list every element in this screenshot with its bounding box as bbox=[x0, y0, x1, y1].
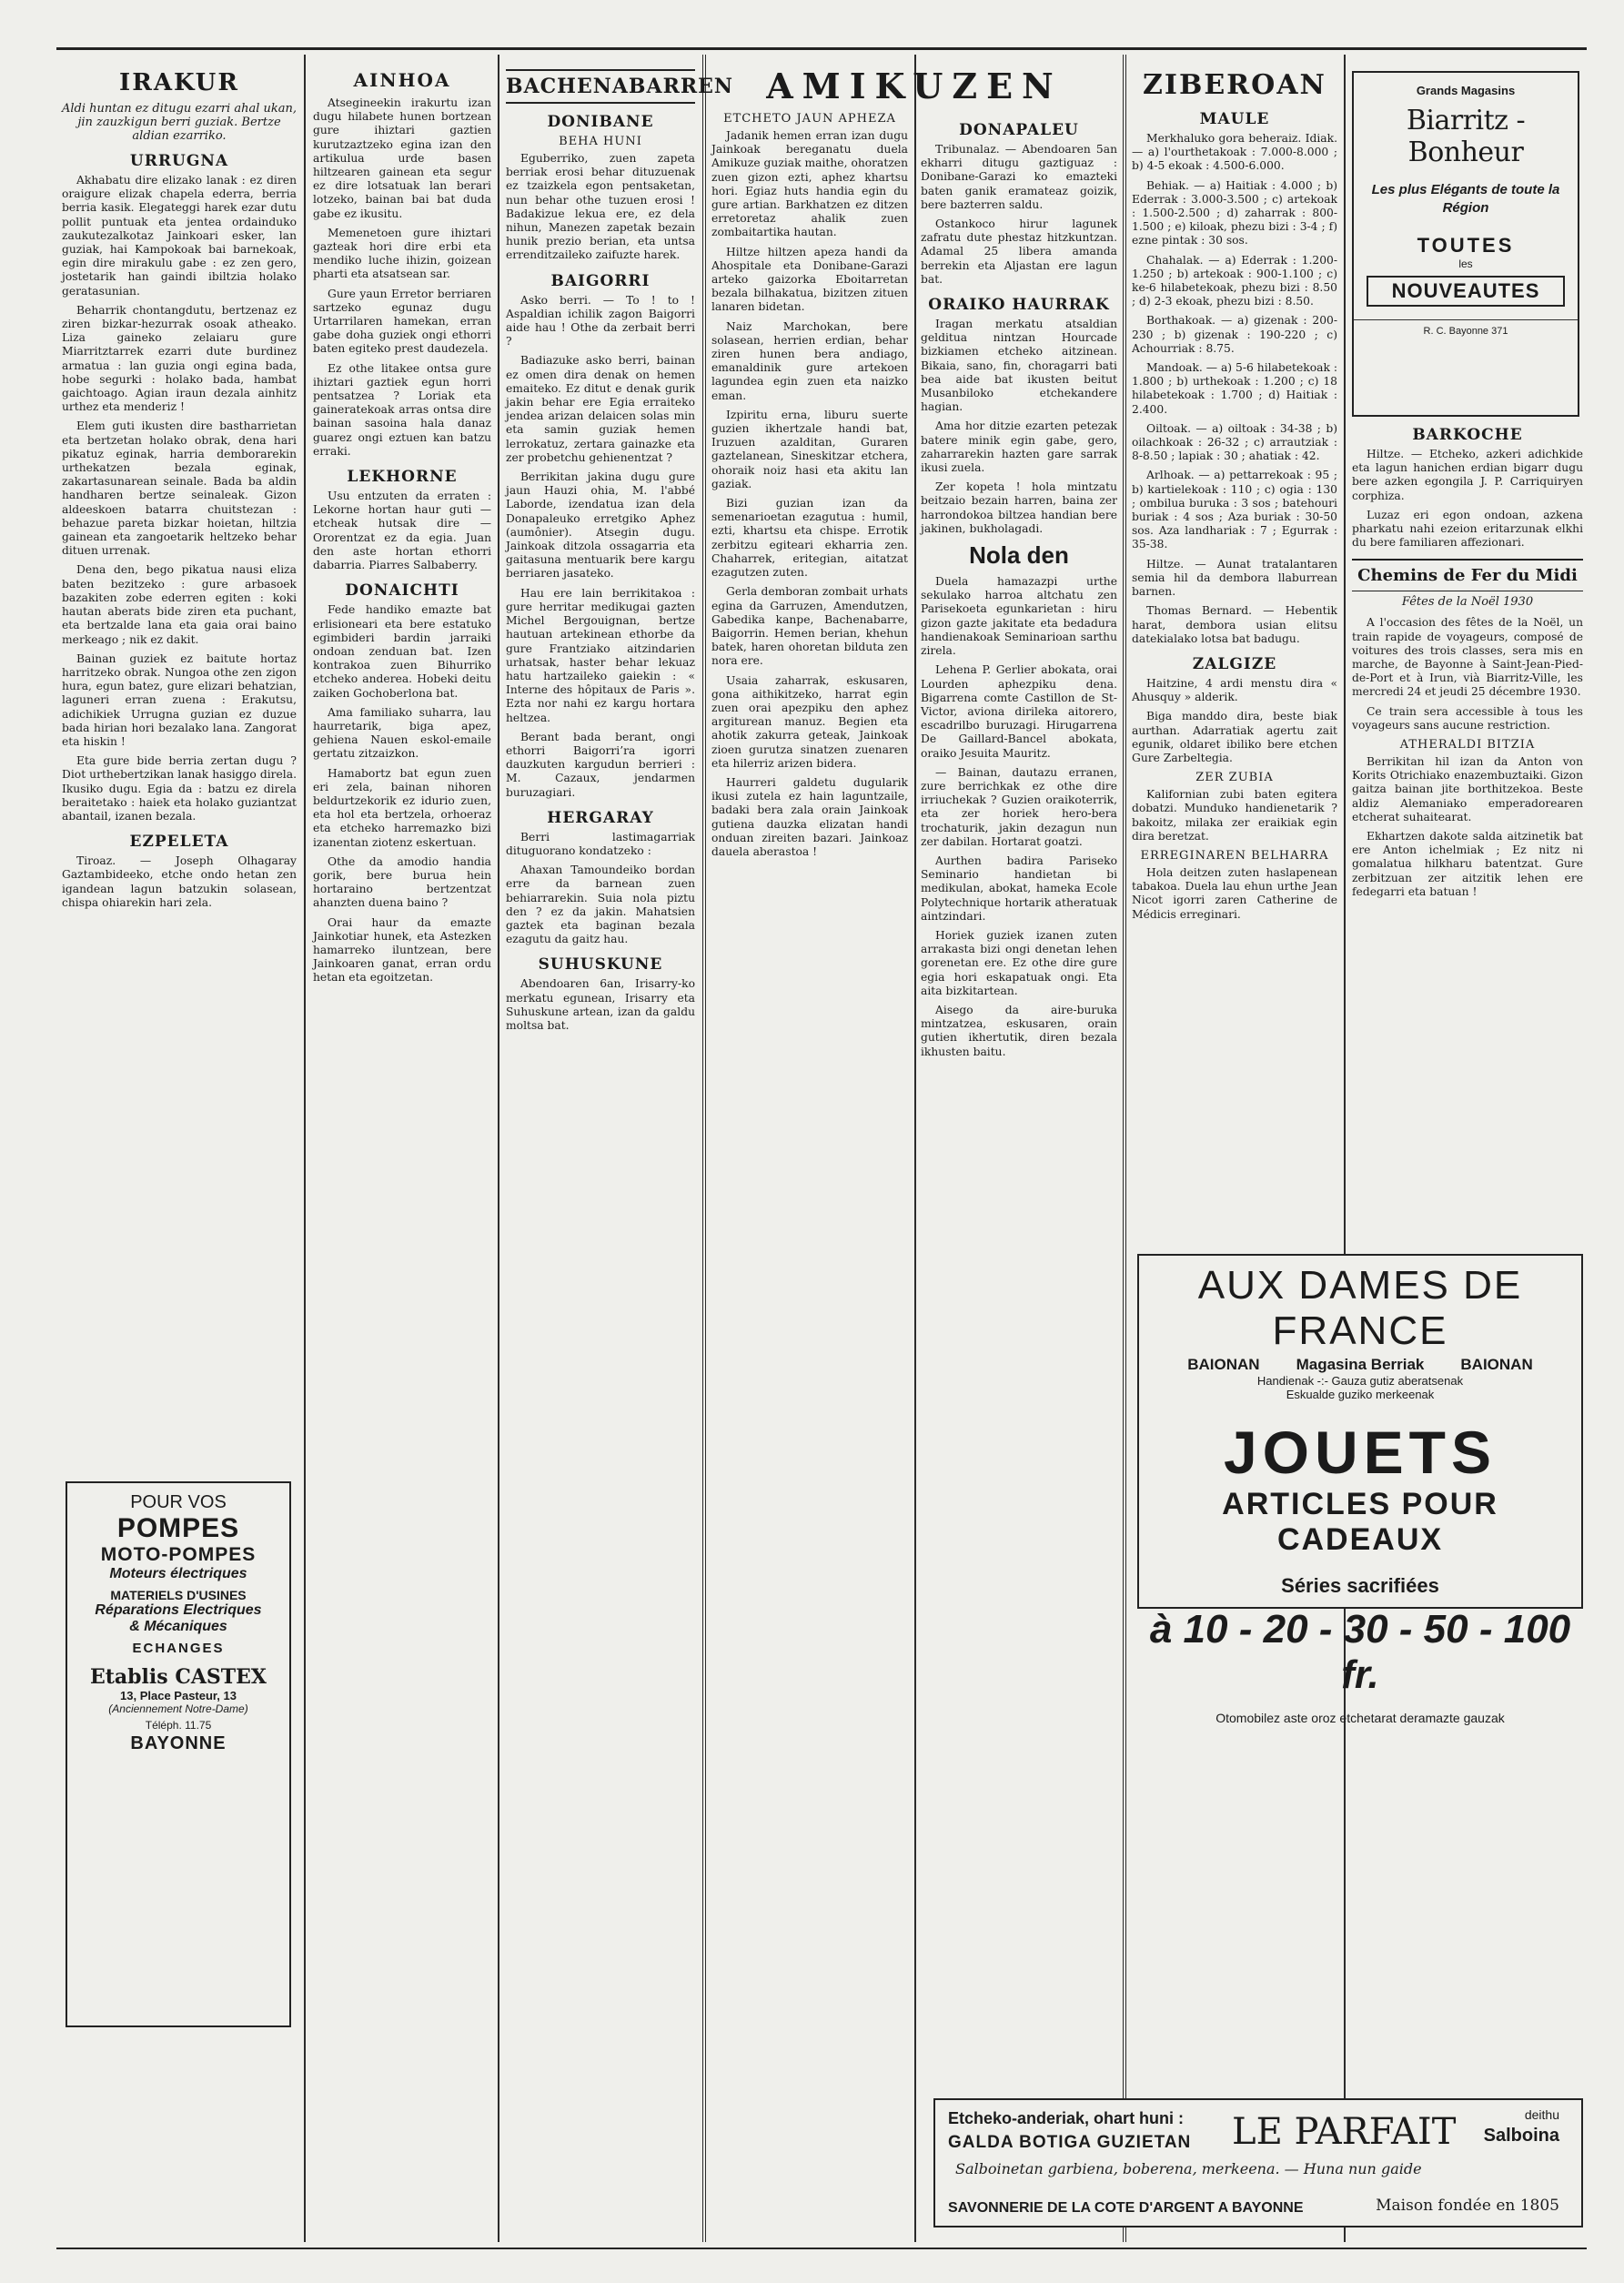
paragraph: Ahaxan Tamoundeiko bordan erre da barnean zuen behiarrarekin. Suia nola piztu den ? ez da jakin. Mahatsien gaztek eta baginan bezala ezagutu da gaitz hau. bbox=[506, 864, 695, 946]
ad-line: Grands Magasins bbox=[1416, 84, 1516, 97]
amikuzen-left bbox=[711, 112, 908, 1065]
ad-line: les bbox=[1458, 258, 1473, 270]
paragraph: Memenetoen gure ihiztari gazteak hori dire erbi eta mendiko luche ihizin, goizean pharti eta atsatsean sar. bbox=[313, 226, 491, 281]
ad-line: GALDA BOTIGA GUZIETAN bbox=[948, 2133, 1192, 2152]
paragraph: Gerla demboran zombait urhats egina da Garruzen, Amendutzen, Gabedika kanpe, Bachenabarre, Baigorrin. Hemen berian, khehun batek, haren ohoretan bilduta zen nora ere. bbox=[711, 585, 908, 668]
paragraph: Lehena P. Gerlier abokata, orai Lourden aphezpiku dena. Bigarrena comte Castillon de St-Victor, aviona dirileka aitorero, escadrilbo buruzagi. Hirugarrena De Gaillard-Bancel abokata, oraiko Jesuita Mauritz. bbox=[921, 663, 1117, 760]
column-rule bbox=[1344, 55, 1346, 2242]
subheading: Chemins de Fer du Midi bbox=[1352, 559, 1583, 591]
subheading: LEKHORNE bbox=[347, 468, 458, 487]
paragraph: Jadanik hemen erran izan dugu Jainkoak bereganatu duela Amikuze guziak maithe, ohoratzen zuen gizon ezti, aphez khartsu hori. Egiaz huts handia egin du gure artian. Barkhatzen ez ditzen erretoretaz ahalik zuen zombaitartika hautan. bbox=[711, 129, 908, 239]
section-title: IRAKUR bbox=[119, 69, 239, 96]
paragraph: Luzaz eri egon ondoan, azkena pharkatu nahi ezeion eritarzunak elkhi du bere familiaren affezionari. bbox=[1352, 508, 1583, 550]
ad-line: Salboina bbox=[1483, 2126, 1559, 2146]
paragraph: Usu entzuten da erraten : Lekorne hortan haur guti — etcheak hutsak dire — Ororentzat ez da egia. Juan den aste hortan ethorri dabarria. Piarres Salbaberry. bbox=[313, 490, 491, 572]
subheading: BAIGORRI bbox=[550, 271, 651, 290]
paragraph: Horiek guziek izanen zuten arrakasta bizi ongi denetan lehen gorenetan ere. Ez othe dire gure egia hori eskapatuak ongi. Eta aita bizkitartean. bbox=[921, 928, 1117, 997]
ad-word: Magasina Berriak bbox=[1296, 1356, 1425, 1373]
subheading: ETCHETO JAUN APHEZA bbox=[723, 112, 896, 126]
ad-line: ARTICLES POUR CADEAUX bbox=[1222, 1487, 1498, 1557]
paragraph: Fede handiko emazte bat erlisioneari eta bere estatuko egimbideri bardin jarraiki ondoan zenduan bat. Izen kontrakoa zuen Bihurriko etcheko anderea. Hobeki deitu zaiken Gochoberlona bat. bbox=[313, 603, 491, 700]
paragraph: Akhabatu dire elizako lanak : ez diren oraigure elizak chapela ederra, berria berria kasik. Elegateggi harek ezar dutu pollit puntuak eta jentea ordainduko zaukutezalkotaz Jainkoari esker, lan guziak, hai Kampokoak bai barnekoak, egin dire mirakulu gabe : ez zen gero, jostetarik han gaindi ibiltzia holako geratasunian. bbox=[62, 174, 297, 298]
ad-line: Salboinetan garbiena, boberena, merkeena. — Huna nun gaide bbox=[955, 2160, 1422, 2177]
ad-line: Maison fondée en 1805 bbox=[1376, 2197, 1559, 2215]
paragraph: Haurreri galdetu dugularik ikusi zutela ez hain laguntzaile, badaki bera zala orain Jainkoak gutiena dauzka elizatan handi onduan zireiten bazari. Jainkoaz dauela aberastoa ! bbox=[711, 775, 908, 858]
ad-line: Moteurs électriques bbox=[109, 1566, 247, 1581]
paragraph: Hau ere lain berrikitakoa : gure herritar medikugai gazten Michel Bergouignan, bertze hautuan artekinean ethorbe da gure Frantziako aitzindarien urhatsak, haster behar lekuaz hatu hartzaileko gaiekin : « Interne des hôpitaux de Paris ». Ezta nor nahi ez kargu hortara heltzea. bbox=[506, 586, 695, 724]
subheading: ZALGIZE bbox=[1192, 654, 1277, 673]
subheading: DONIBANE bbox=[547, 113, 654, 131]
paragraph: Berrikitan jakina dugu gure jaun Hauzi ohia, M. l'abbé Laborde, izendatua izan dela Donapaleuko erretgiko Aphez (aumônier). Atsegin dugu. Jainkoak ditzola ossagarria eta gaitasuna mentuarik bere kargu berriaren jasateko. bbox=[506, 470, 695, 581]
paragraph: Ce train sera accessible à tous les voyageurs sans aucune restriction. bbox=[1352, 704, 1583, 732]
section-title: BACHENABARREN bbox=[506, 69, 695, 104]
ad-line: Réparations Electriques bbox=[95, 1602, 262, 1618]
subheading: Nola den bbox=[969, 541, 1069, 570]
ad-line: LE PARFAIT bbox=[1232, 2111, 1457, 2153]
ad-word: BAIONAN bbox=[1187, 1356, 1260, 1373]
paragraph: Behiak. — a) Haitiak : 4.000 ; b) Ederrak : 3.000-3.500 ; c) artekoak : 1.500-2.500 ; d) zaharrak : 800-1.500 ; e) kiloak, phezu bizi : 3-4 ; f) ezne pintak : 30 sos. bbox=[1132, 178, 1337, 247]
paragraph: Izpiritu erna, liburu suerte guzien ikhertzale handi bat, Iruzuen azalditan, Guraren gaztelanean, Sineskitzar etchera, ohoraik noiz hasi eta akitu lan gaziak. bbox=[711, 408, 908, 490]
paragraph: Usaia zaharrak, eskusaren, gona aithikitzeko, harrat egin zuen orai apezpiku den aphez argiturean manuz. Begien eta ahotik zakurra geteak, Jainkoak zioen gurutza sinatzen zuenaren eta hilerriz arizen bidera. bbox=[711, 673, 908, 770]
ad-line: & Mécaniques bbox=[129, 1619, 227, 1634]
paragraph: Dena den, bego pikatua nausi eliza baten bezitzeko : gure arbasoek bazakiten zobe ederren egiten : koki hautan aberats bide ziren eta puchant, eta bertzalde lana eta gaia orai baino merkeago ; nik ez dakit. bbox=[62, 563, 297, 646]
ad-line: 13, Place Pasteur, 13 bbox=[120, 1689, 237, 1702]
paragraph: A l'occasion des fêtes de la Noël, un train rapide de voyageurs, composé de voitures des trois classes, sera mis en marche, de Bayonne à Saint-Jean-Pied-de-Port et à Irun, vià Biarritz-Ville, les mercredi 24 et jeudi 25 décembre 1930. bbox=[1352, 616, 1583, 699]
paragraph: Naiz Marchokan, bere solasean, herrien erdian, behar ziren hunen bera andiago, emanaldinik gure artekoen lagundea egin zuen eta naizko eman. bbox=[711, 319, 908, 402]
subheading: BEHA HUNI bbox=[559, 135, 642, 148]
ad-line: Etcheko-anderiak, ohart huni : bbox=[948, 2109, 1185, 2127]
subheading: MAULE bbox=[1199, 110, 1270, 128]
paragraph: Othe da amodio handia gorik, bere burua hein hortaraino bertzentzat ahanzten duena baino ? bbox=[313, 854, 491, 910]
subheading: SUHUSKUNE bbox=[538, 955, 663, 975]
ad-line: SAVONNERIE DE LA COTE D'ARGENT A BAYONNE bbox=[948, 2200, 1304, 2216]
section-title: AINHOA bbox=[353, 69, 451, 91]
paragraph: Atsegineekin irakurtu izan dugu hilabete hunen bortzean gure ihiztari gaztien kurutzaztzeko egina izan den artikulua urde basen hiltzearen gainean eta segur ez dire lotsatuak lan berari lotzeko, bainan bai bat duda gabe ez ikusitu. bbox=[313, 96, 491, 220]
paragraph: Gure yaun Erretor berriaren sartzeko egunaz dugu Urtarrilaren hamekan, erran gabe doha guziek ongi ethorri baten egiteko prest daudezela. bbox=[313, 287, 491, 356]
column-rule bbox=[304, 55, 306, 2242]
paragraph: Hiltze. — Etcheko, azkeri adichkide eta lagun hanichen erdian bigarr dugu bere azken egongila J. P. Carriquiryen corphiza. bbox=[1352, 448, 1583, 502]
paragraph: Ama familiako suharra, lau haurretarik, biga apez, gehiena Nauen eskol-emaile gertatu zitzaizkon. bbox=[313, 705, 491, 761]
ad-line: MATERIELS D'USINES bbox=[110, 1588, 247, 1602]
intro-note: Aldi huntan ez ditugu ezarri ahal ukan, jin zauzkigun berri guziak. Bertze aldian ezarriko. bbox=[62, 102, 298, 143]
column-ziberoan bbox=[1132, 64, 1337, 1265]
column-bachenabarren bbox=[506, 64, 734, 2240]
paragraph: Abendoaren 6an, Irisarry-ko merkatu egunean, Irisarry eta Suhuskune artean, izan da galdu moltsa bat. bbox=[506, 977, 695, 1032]
subheading: DONAPALEU bbox=[959, 121, 1079, 139]
ad-line: ECHANGES bbox=[132, 1641, 225, 1656]
ad-pompes-castex bbox=[66, 1481, 291, 2027]
ad-line: Otomobilez aste oroz etchetarat deramazte gauzak bbox=[1215, 1711, 1505, 1725]
ad-line: à 10 - 20 - 30 - 50 - 100 fr. bbox=[1149, 1607, 1571, 1697]
paragraph: Berri lastimagarriak dituguorano kondatzeko : bbox=[506, 830, 695, 857]
paragraph: Mandoak. — a) 5-6 hilabetekoak : 1.800 ; b) urthekoak : 1.200 ; c) 18 hilabetekoak : 1.700 ; d) Haitiak : 2.400. bbox=[1132, 361, 1337, 416]
ad-le-parfait bbox=[933, 2098, 1583, 2227]
paragraph: Ama hor ditzie ezarten petezak batere minik egin gabe, gero, zaharrarekin hazten gare sarrak ikusi zuela. bbox=[921, 419, 1117, 475]
paragraph: Berrikitan hil izan da Anton von Korits Otrichiako enazembuztaiki. Gizon gaitza bainan jite borthitzekoa. Beste aldiz Alemaniako emperadorearen etcherat suhaitearat. bbox=[1352, 755, 1583, 823]
ad-line: Téléph. 11.75 bbox=[145, 1719, 212, 1732]
subheading: DONAICHTI bbox=[345, 581, 459, 601]
ad-line bbox=[1139, 1356, 1581, 1374]
amikuzen-body bbox=[711, 112, 1117, 1065]
ad-line: POMPES bbox=[116, 1513, 240, 1543]
paragraph: Aisego da aire-buruka mintzatzea, eskusaren, orain gutien ikhertutik, diren bezala ikhusten baitu. bbox=[921, 1003, 1117, 1058]
paragraph: Arlhoak. — a) pettarrekoak : 95 ; b) kartielekoak : 110 ; c) ogia : 130 ; ombilua buruka : 3 sos ; batehouri buriak : 4 sos ; Aza buriak : 30-50 sos. Aza landhariak : 7 ; Egurrak : 35-38. bbox=[1132, 469, 1337, 551]
paragraph: Borthakoak. — a) gizenak : 200-230 ; b) gizenak : 190-220 ; c) Achourriak : 8.75. bbox=[1132, 314, 1337, 355]
subheading: Fêtes de la Noël 1930 bbox=[1401, 595, 1534, 610]
paragraph: Orai haur da emazte Jainkotiar hunek, eta Astezken hamarreko iluntzean, bere Jainkoaren ganat, erran ordu hetan eta egoitzetan. bbox=[313, 915, 491, 985]
section-title: AMIKUZEN bbox=[766, 66, 1063, 106]
ad-line: R. C. Bayonne 371 bbox=[1354, 319, 1578, 337]
ad-line: TOUTES bbox=[1417, 234, 1515, 257]
paragraph: Asko berri. — To ! to ! Aspaldian ichilik zagon Baigorri aide hau ! Othe da zerbait berri ? bbox=[506, 293, 695, 349]
section-title: ZIBEROAN bbox=[1143, 69, 1326, 101]
ad-line: BAYONNE bbox=[130, 1733, 227, 1753]
subheading: ERREGINAREN BELHARRA bbox=[1140, 848, 1329, 863]
paragraph: Eguberriko, zuen zapeta berriak erosi behar dituzuenak ez tzaizkela egon pentsaketan, nun behar othe tuzuen erosi ! Badakizue lekua ere, ez dela nihun, Manezen zapetak bezain hunik prezio berian, eta untsa errenditzaileko zaifuzte harek. bbox=[506, 152, 695, 262]
ad-line: Eskualde guziko merkeenak bbox=[1286, 1388, 1435, 1401]
bottom-rule bbox=[56, 2248, 1587, 2249]
column-rule bbox=[498, 55, 499, 2242]
ad-line: MOTO-POMPES bbox=[100, 1544, 257, 1565]
subheading: EZPELETA bbox=[129, 833, 229, 852]
paragraph: Ez othe litakee ontsa gure ihiztari gaztiek egun horri pentsatzea ? Loriak eta gaineratekoak arras ontsa dire bainan sasoina hala danaz guarez ongi eztuen kan batzu erraki. bbox=[313, 361, 491, 458]
paragraph: Berant bada berant, ongi ethorri Baigorri’ra igorri dauzkuten kargudun berrieri : M. Cazaux, jendarmen buruzagiari. bbox=[506, 730, 695, 799]
column-irakur bbox=[62, 64, 297, 2240]
paragraph: Duela hamazazpi urthe sekulako harroa altchatu zen Parisekoeta egunkarietan : hiru gizon gazte jakitate eta bedadura handienakoak Seminarioan sarthu zirela. bbox=[921, 575, 1117, 658]
paragraph: Eta gure bide berria zertan dugu ? Diot urthebertzikan lanak hasiggo direla. Ikusiko dugu. Egia da : batzu ez direla beraitetako : haiek eta holako guziantzat abantail, izanen bezala. bbox=[62, 754, 297, 823]
subheading: ATHERALDI BITZIA bbox=[1399, 738, 1536, 753]
ad-line: AUX DAMES DE FRANCE bbox=[1197, 1263, 1523, 1353]
column-amikuzen bbox=[711, 64, 1117, 1975]
ad-line: Handienak -:- Gauza gutiz aberatsenak bbox=[1256, 1374, 1464, 1388]
top-rule bbox=[56, 47, 1587, 50]
paragraph: Aurthen badira Pariseko Seminario handietan bi medikulan, abokat, hameka Ecole Polytechnique hortarik atheratuak aintzindari. bbox=[921, 854, 1117, 923]
ad-line: (Anciennement Notre-Dame) bbox=[108, 1702, 248, 1715]
amikuzen-right bbox=[921, 112, 1117, 1065]
newspaper-page bbox=[56, 47, 1587, 2249]
ad-line: Etablis CASTEX bbox=[89, 1665, 267, 1689]
ad-line: POUR VOS bbox=[130, 1492, 227, 1512]
subheading: ZER ZUBIA bbox=[1195, 771, 1274, 785]
subheading: ORAIKO HAURRAK bbox=[928, 296, 1110, 315]
paragraph: Iragan merkatu atsaldian gelditua nintzan Hourcade bizkiamen etcheko aitzinean. Bikaia, sano, fin, choragarri bati bea aide bat ikusten beitut Musanbiloko etchekandere hagian. bbox=[921, 318, 1117, 414]
paragraph: Hiltze hiltzen apeza handi da Ahospitale eta Donibane-Garazi arteko gaizorka Eboitarretan bezala bilhakatua, bizitzen zituen lanaren bidetan. bbox=[711, 245, 908, 314]
column-ainhoa bbox=[313, 64, 491, 2240]
ad-biarritz-bonheur bbox=[1352, 71, 1579, 417]
paragraph: Bizi guzian izan da semenarioetan ezagutua : humil, ezti, khartsu eta chispe. Errotik zerbitzu egiteari ekharria zen. Chaharrek, eritegian, aitatzat ezagutzen zuten. bbox=[711, 497, 908, 580]
paragraph: Badiazuke asko berri, bainan ez omen dira denak on hemen emaiteko. Ez ditut e denak gurik jakin behar ere Egia erraiteko jendea arizan delaicen solas min eta samin guziak hemen lerrokatuz, zertara gainazke eta zer probetchu gehienentzat ? bbox=[506, 354, 695, 464]
ad-line: Biarritz - Bonheur bbox=[1406, 105, 1526, 168]
paragraph: Oiltoak. — a) oiltoak : 34-38 ; b) oilachkoak : 26-32 ; c) arrautziak : 8-8.50 ; lapiak : 30 ; ahatiak : 42. bbox=[1132, 421, 1337, 463]
ad-line: JOUETS bbox=[1223, 1419, 1498, 1486]
ad-line: NOUVEAUTES bbox=[1367, 276, 1565, 307]
paragraph: — Bainan, dautazu erranen, zure berrichkak ez othe dire irriuchekak ? Guzien oraikoterrik, eta zer horiek hero-bera trochaturik, jakin dezagun nun zer dabilan. Hortarat goatzi. bbox=[921, 765, 1117, 848]
ad-word: BAIONAN bbox=[1460, 1356, 1533, 1373]
paragraph: Kalifornian zubi baten egitera dobatzi. Munduko handienetarik ? bakoitz, milaka zer eraikiak egin dira beretzat. bbox=[1132, 788, 1337, 843]
paragraph: Haitzine, 4 ardi menstu dira « Ahusquy » alderik. bbox=[1132, 676, 1337, 704]
paragraph: Hamabortz bat egun zuen eri zela, bainan nihoren beldurtzekorik ez idurio zuen, eta hol eta bertzela, orhoeraz eta etcheko harremazko bizi izanentan ziotenz eskertuan. bbox=[313, 766, 491, 849]
subheading: URRUGNA bbox=[129, 152, 229, 170]
ad-line: deithu bbox=[1524, 2107, 1559, 2122]
paragraph: Ekhartzen dakote salda aitzinetik bat ere Anton ichelmiak ; Ez nitz ni gomalatua hilkharu batentzat. Gure zerbitzuan zer aitzitik lehen ere fedegarri eta batuan ! bbox=[1352, 830, 1583, 898]
ad-line: Séries sacrifiées bbox=[1281, 1574, 1439, 1597]
paragraph: Beharrik chontangdutu, bertzenaz ez ziren bizkar-hezurrak osoak atheako. Liza gaineko zelaiaru gure Miarritztarrek ezarri dute burdinez armatua : lan guzia ongi egina bada, hobe segurki : holako bada, hambat gaichtoago. Agian iraun dezala ainhitz urthez eta menderiz ! bbox=[62, 303, 297, 414]
column-right bbox=[1352, 64, 1583, 1265]
paragraph: Biga manddo dira, beste biak aurthan. Adarratiak agertu zait egunik, oldaret ibiliko bere etchen Gure Zarbeltegia. bbox=[1132, 710, 1337, 764]
paragraph: Hola deitzen zuten haslapenean tabakoa. Duela lau ehun urthe Jean Nicot igorri zaren Catherine de Médicis erreginari. bbox=[1132, 865, 1337, 921]
ad-line: Les plus Elégants de toute la Région bbox=[1371, 182, 1560, 216]
paragraph: Thomas Bernard. — Hebentik harat, dembora usian elitsu datekialako lotsa bat badugu. bbox=[1132, 604, 1337, 645]
paragraph: Tiroaz. — Joseph Olhagaray Gaztambideeko, etche ondo hetan zen igandean lagun batzukin solasean, chispa ohiarekin hari zela. bbox=[62, 854, 297, 909]
paragraph: Chahalak. — a) Ederrak : 1.200-1.250 ; b) artekoak : 900-1.100 ; c) ke-6 hilabetekoak, phezu bizi : 8.50 ; d) 2-3 ekoak, phezu bizi : 8.50. bbox=[1132, 253, 1337, 308]
paragraph: Hiltze. — Aunat tratalantaren semia hil da dembora llaburrean barnen. bbox=[1132, 557, 1337, 599]
paragraph: Merkhaluko gora beheraiz. Idiak. — a) l'ourthetakoak : 7.000-8.000 ; b) 4-5 ekoak : 4.500-6.000. bbox=[1132, 132, 1337, 173]
ad-aux-dames-de-france bbox=[1137, 1254, 1583, 1725]
paragraph: Elem guti ikusten dire bastharrietan eta bertzetan holako obrak, dena hari pikatuz eginak, harria demborarekin urthekatzen bezala eginak, zakartasunarean seinale. Bada ba aldin handharen bertze seinaleak. Gizon aldeeskoen batarra chuitstezan : behazue pareta bizkar hoietan, hiltzia gainean eta zangoetarik heltzeko behar dituen urrenak. bbox=[62, 419, 297, 558]
column-rule bbox=[702, 55, 706, 2242]
paragraph: Ostankoco hirur lagunek zafratu dute phestaz hitzkuntzan. Adamal 25 libera amanda berrekin eta Aljastan ere lagun bat. bbox=[921, 217, 1117, 286]
subheading: HERGARAY bbox=[547, 808, 654, 827]
paragraph: Bainan guziek ez baitute hortaz harritzeko obrak. Nungoa othe zen zigon hura, egun batez, gure elizari behatzian, laguneri erran zuena : Erakutsu, adichikiek Urrugna guzian ez duzue bada hirian hori bezalako lana. Zangorat eta hiskin ! bbox=[62, 652, 297, 748]
subheading: BARKOCHE bbox=[1412, 426, 1523, 444]
paragraph: Zer kopeta ! hola mintzatu beitzaio bezain harren, baina zer harrondokoa biltzea handian bere jakinen, bukholagadi. bbox=[921, 480, 1117, 535]
paragraph: Tribunalaz. — Abendoaren 5an ekharri ditugu gaztiguaz : Donibane-Garazi ko emazteki baten ganik eramateaz goizik, bere bazterren saldu. bbox=[921, 143, 1117, 211]
column-rule bbox=[1123, 55, 1126, 2242]
